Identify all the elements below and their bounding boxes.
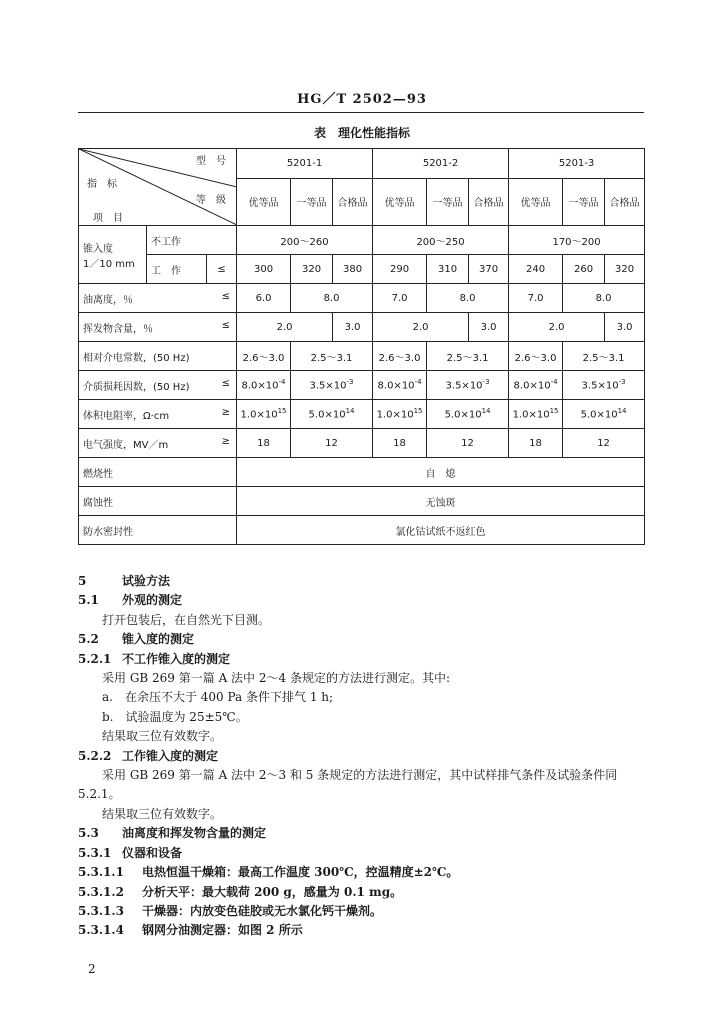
section-number: 5.3.1.4 xyxy=(78,923,124,938)
table-cell: 12 xyxy=(563,429,645,458)
cell-exponent: -4 xyxy=(550,378,558,387)
diag-label-model: 型 号 xyxy=(196,156,227,167)
paragraph-line: 采用 GB 269 第一篇 A 法中 2～4 条规定的方法进行测定。其中: xyxy=(102,671,450,686)
section-heading xyxy=(78,824,648,843)
oil-sep-symbol: ≤ xyxy=(221,290,231,302)
oil-sep-label: 油离度，％ xyxy=(83,294,133,306)
section-heading xyxy=(78,591,648,610)
section-heading xyxy=(78,902,648,921)
table-cell xyxy=(509,400,563,429)
table-cell: 12 xyxy=(427,429,509,458)
row-volatile-content xyxy=(79,313,645,342)
section-text: 钢网分油测定器：如图 2 所示 xyxy=(142,923,303,938)
table-cell xyxy=(427,400,509,429)
cell-exponent: -3 xyxy=(346,378,354,387)
row-oil-separation xyxy=(79,284,645,313)
table-cell: 8.0 xyxy=(291,284,373,313)
table-cell: 290 xyxy=(373,255,427,284)
paragraph-line: 结果取三位有效数字。 xyxy=(102,729,223,744)
section-heading xyxy=(78,883,648,902)
section-heading xyxy=(78,844,648,863)
volatile-symbol: ≤ xyxy=(221,319,231,331)
document-header: HG／T 2502—93 xyxy=(297,92,427,107)
table-cell: 8.0 xyxy=(427,284,509,313)
table-cell: 320 xyxy=(291,255,333,284)
section-text: 外观的测定 xyxy=(122,593,183,608)
table-cell xyxy=(427,371,509,400)
section-text: 不工作锥入度的测定 xyxy=(122,651,231,666)
table-cell: 氯化钴试纸不返红色 xyxy=(237,516,645,545)
strength-label-cell xyxy=(79,429,237,458)
table-cell: 自 熄 xyxy=(237,458,645,487)
table-cell: 2.5～3.1 xyxy=(563,342,645,371)
paragraph-line: 5.2.1。 xyxy=(78,787,121,802)
grade-header: 优等品 xyxy=(373,178,427,225)
section-number: 5.3.1 xyxy=(78,845,112,860)
loss-label-cell xyxy=(79,371,237,400)
table-cell: 6.0 xyxy=(237,284,291,313)
table-cell: 200～250 xyxy=(373,226,509,255)
table-cell: 200～260 xyxy=(237,226,373,255)
row-loss-factor xyxy=(79,371,645,400)
table-cell: 260 xyxy=(563,255,605,284)
paragraph-line: 打开包装后，在自然光下目测。 xyxy=(102,612,271,627)
row-volume-resistivity xyxy=(79,400,645,429)
section-number: 5.3.1.2 xyxy=(78,884,124,899)
row-flammability xyxy=(79,458,645,487)
cell-mantissa: 1.0×10 xyxy=(512,409,550,421)
table-cell: 380 xyxy=(333,255,373,284)
cell-exponent: -3 xyxy=(482,378,490,387)
waterproof-label: 防水密封性 xyxy=(79,516,237,545)
table-cell: 18 xyxy=(373,429,427,458)
section-number: 5 xyxy=(78,574,87,588)
cell-mantissa: 5.0×10 xyxy=(580,409,618,421)
grade-header: 优等品 xyxy=(237,178,291,225)
table-cell: 240 xyxy=(509,255,563,284)
grade-header: 合格品 xyxy=(333,178,373,225)
working-symbol: ≤ xyxy=(207,255,237,284)
section-heading xyxy=(78,921,648,940)
section-number: 5.1 xyxy=(78,593,99,608)
section-number: 5.3 xyxy=(78,826,99,841)
working-label: 工 作 xyxy=(147,255,207,284)
row-waterproof xyxy=(79,516,645,545)
loss-symbol: ≤ xyxy=(221,377,231,389)
cell-mantissa: 8.0×10 xyxy=(513,380,551,392)
cell-mantissa: 5.0×10 xyxy=(308,409,346,421)
grade-header: 一等品 xyxy=(563,178,605,225)
table-cell xyxy=(563,400,645,429)
cell-exponent: 15 xyxy=(549,407,559,416)
table-cell xyxy=(373,371,427,400)
model-header: 5201-3 xyxy=(509,149,645,179)
row-penetration-not-working xyxy=(79,226,645,255)
section-number: 5.3.1.3 xyxy=(78,903,124,918)
table-cell: 3.0 xyxy=(469,313,509,342)
section-heading xyxy=(78,650,648,669)
table-cell: 310 xyxy=(427,255,469,284)
table-cell xyxy=(237,371,291,400)
body-text xyxy=(78,572,648,941)
cell-mantissa: 1.0×10 xyxy=(376,409,414,421)
paragraph-line: a. 在余压不大于 400 Pa 条件下排气 1 h; xyxy=(102,690,334,705)
section-text: 工作锥入度的测定 xyxy=(122,748,219,763)
table-cell: 2.0 xyxy=(237,313,333,342)
cell-exponent: 15 xyxy=(413,407,423,416)
cell-exponent: 14 xyxy=(481,407,491,416)
cell-mantissa: 3.5×10 xyxy=(309,380,347,392)
flammability-label: 燃烧性 xyxy=(79,458,237,487)
resistivity-symbol: ≥ xyxy=(221,406,231,418)
volatile-label: 挥发物含量，％ xyxy=(83,323,153,335)
volatile-label-cell xyxy=(79,313,237,342)
resistivity-label-cell xyxy=(79,400,237,429)
paragraph-line: b. 试验温度为 25±5℃。 xyxy=(102,709,248,724)
section-heading xyxy=(78,572,648,591)
table-cell: 370 xyxy=(469,255,509,284)
section-heading xyxy=(78,630,648,649)
section-text: 仪器和设备 xyxy=(122,845,183,860)
diag-label-indicator: 指 标 xyxy=(87,179,117,190)
dielectric-label: 相对介电常数，(50 Hz) xyxy=(79,342,237,371)
cell-exponent: -3 xyxy=(618,378,626,387)
section-number: 5.2.2 xyxy=(78,748,112,763)
grade-header: 一等品 xyxy=(427,178,469,225)
table-cell xyxy=(373,400,427,429)
row-corrosion xyxy=(79,487,645,516)
page-number: 2 xyxy=(88,962,96,976)
table-cell xyxy=(563,371,645,400)
section-number: 5.2 xyxy=(78,632,99,647)
table-cell: 2.5～3.1 xyxy=(291,342,373,371)
table-cell: 3.0 xyxy=(605,313,645,342)
cell-exponent: -4 xyxy=(278,378,286,387)
paragraph-line: 结果取三位有效数字。 xyxy=(102,806,223,821)
section-text: 电热恒温干燥箱：最高工作温度 300℃，控温精度±2℃。 xyxy=(142,865,459,880)
section-heading xyxy=(78,863,648,882)
table-title: 表 理化性能指标 xyxy=(313,126,410,140)
cell-mantissa: 5.0×10 xyxy=(444,409,482,421)
section-text: 锥入度的测定 xyxy=(122,632,195,647)
table-cell: 2.6～3.0 xyxy=(509,342,563,371)
table-cell: 300 xyxy=(237,255,291,284)
section-number: 5.2.1 xyxy=(78,651,112,666)
not-working-label: 不工作 xyxy=(147,226,237,255)
table-cell xyxy=(291,371,373,400)
grade-header: 优等品 xyxy=(509,178,563,225)
cell-mantissa: 3.5×10 xyxy=(445,380,483,392)
penetration-unit: 1／10 mm xyxy=(83,258,135,270)
table-cell: 7.0 xyxy=(373,284,427,313)
resistivity-label: 体积电阻率，Ω·cm xyxy=(83,410,170,422)
row-penetration-working xyxy=(79,255,645,284)
cell-exponent: 14 xyxy=(617,407,627,416)
cell-exponent: 15 xyxy=(277,407,287,416)
row-dielectric-constant xyxy=(79,342,645,371)
cell-exponent: -4 xyxy=(414,378,422,387)
table-cell: 18 xyxy=(237,429,291,458)
corrosion-label: 腐蚀性 xyxy=(79,487,237,516)
cell-mantissa: 3.5×10 xyxy=(581,380,619,392)
section-text: 油离度和挥发物含量的测定 xyxy=(122,826,267,841)
section-text: 干燥器：内放变色硅胶或无水氯化钙干燥剂。 xyxy=(142,903,383,918)
table-cell: 12 xyxy=(291,429,373,458)
header-rule xyxy=(78,112,644,113)
diagonal-header-cell xyxy=(79,149,237,226)
diag-label-grade: 等 级 xyxy=(196,195,227,206)
model-header: 5201-2 xyxy=(373,149,509,179)
header-row-models xyxy=(79,149,645,179)
oil-sep-label-cell xyxy=(79,284,237,313)
cell-mantissa: 8.0×10 xyxy=(241,380,279,392)
grade-header: 合格品 xyxy=(469,178,509,225)
table-cell: 无蚀斑 xyxy=(237,487,645,516)
table-cell xyxy=(291,400,373,429)
paragraph-line: 采用 GB 269 第一篇 A 法中 2～3 和 5 条规定的方法进行测定，其中试样排气条件及试验条件同 xyxy=(102,768,618,783)
loss-label: 介质损耗因数，(50 Hz) xyxy=(83,381,190,393)
model-header: 5201-1 xyxy=(237,149,373,179)
table-cell xyxy=(237,400,291,429)
diag-label-item: 项 目 xyxy=(93,213,123,224)
penetration-label-cell xyxy=(79,226,147,284)
table-cell: 2.6～3.0 xyxy=(373,342,427,371)
cell-mantissa: 8.0×10 xyxy=(377,380,415,392)
table-cell: 2.6～3.0 xyxy=(237,342,291,371)
table-cell xyxy=(509,371,563,400)
table-cell: 7.0 xyxy=(509,284,563,313)
table-cell: 2.0 xyxy=(373,313,469,342)
table-cell: 2.0 xyxy=(509,313,605,342)
table-cell: 8.0 xyxy=(563,284,645,313)
section-heading xyxy=(78,747,648,766)
grade-header: 合格品 xyxy=(605,178,645,225)
table-cell: 18 xyxy=(509,429,563,458)
cell-mantissa: 1.0×10 xyxy=(240,409,278,421)
table-cell: 3.0 xyxy=(333,313,373,342)
strength-label: 电气强度，MV／m xyxy=(83,439,169,451)
penetration-label: 锥入度 xyxy=(83,243,113,255)
table-cell: 320 xyxy=(605,255,645,284)
section-text: 试验方法 xyxy=(122,574,171,588)
table-cell: 170～200 xyxy=(509,226,645,255)
section-number: 5.3.1.1 xyxy=(78,865,124,880)
spec-table xyxy=(78,148,645,545)
table-cell: 2.5～3.1 xyxy=(427,342,509,371)
row-electric-strength xyxy=(79,429,645,458)
cell-exponent: 14 xyxy=(345,407,355,416)
grade-header: 一等品 xyxy=(291,178,333,225)
section-text: 分析天平：最大载荷 200 g，感量为 0.1 mg。 xyxy=(142,884,403,899)
strength-symbol: ≥ xyxy=(221,435,231,447)
